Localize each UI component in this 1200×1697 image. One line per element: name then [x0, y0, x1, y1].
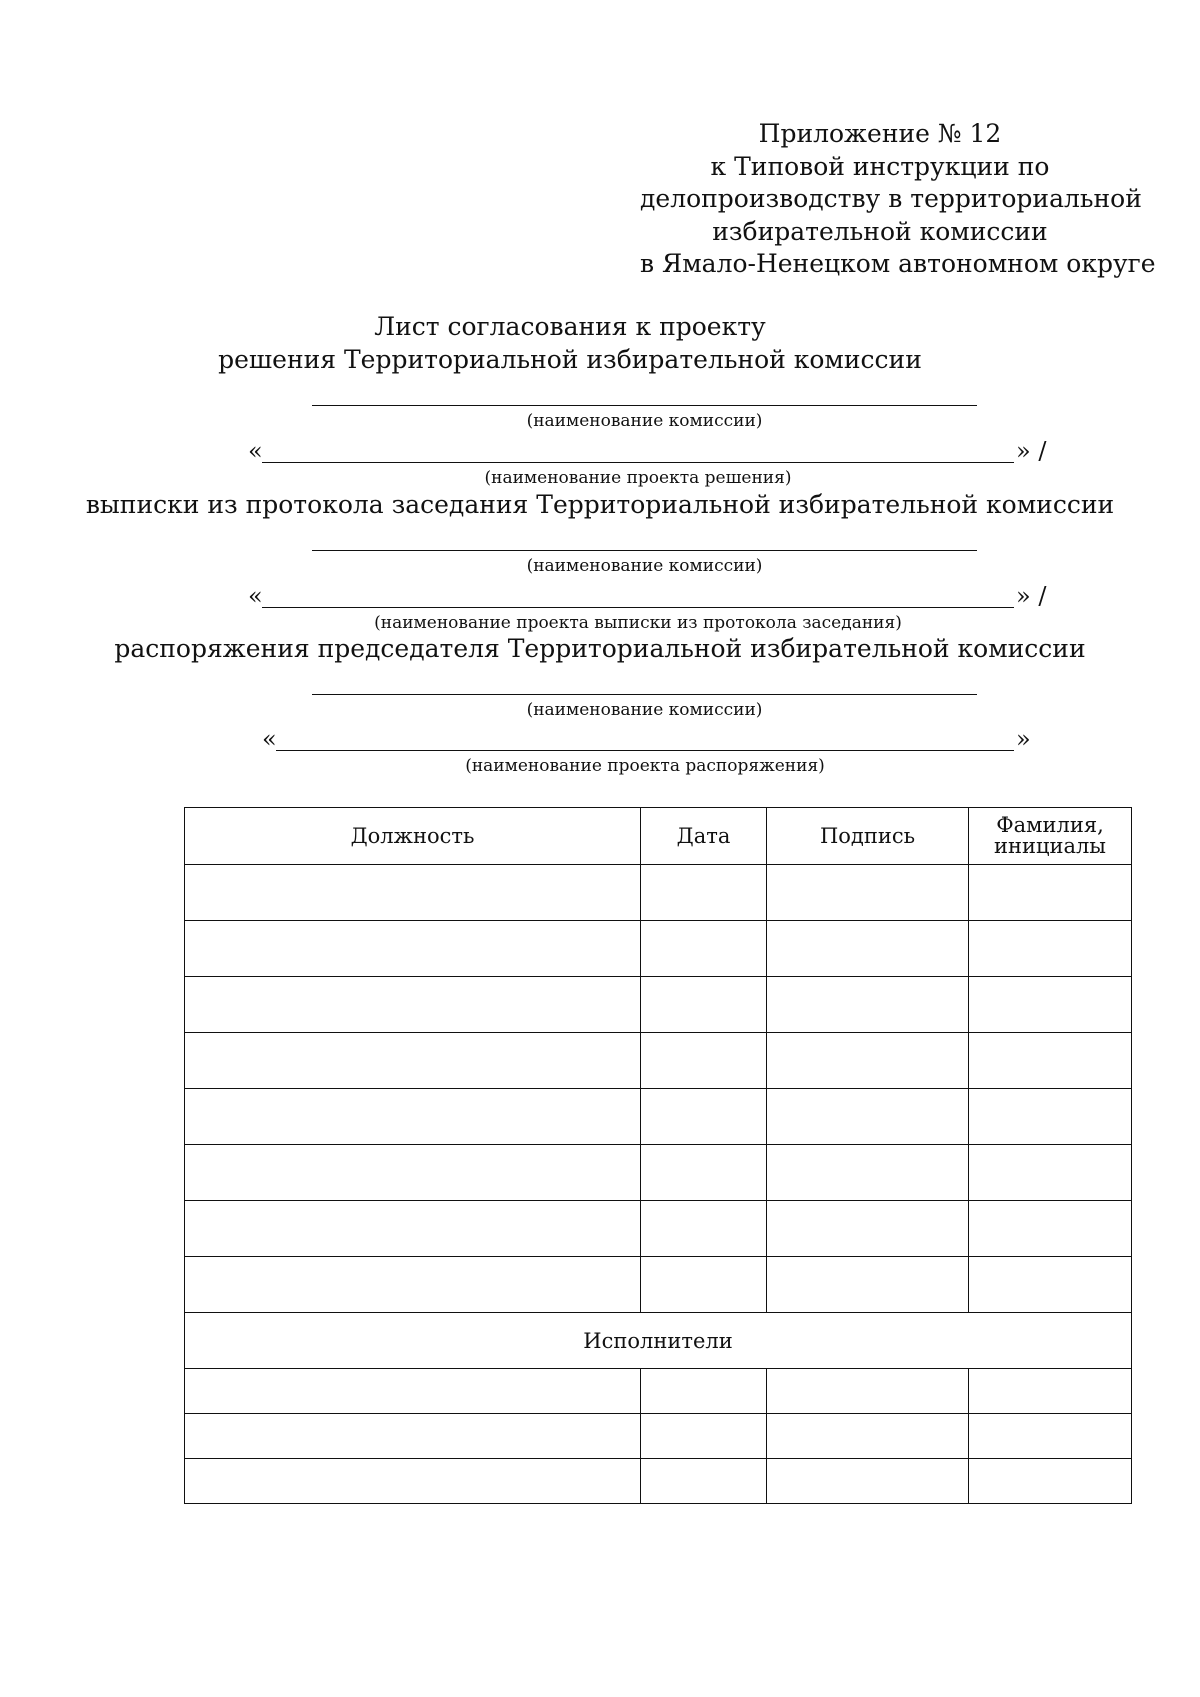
signature-cell[interactable] [767, 1145, 969, 1201]
position-cell[interactable] [185, 1369, 641, 1414]
close-quote-2: » / [1016, 582, 1047, 610]
commission-name-blank-1[interactable] [312, 405, 977, 406]
date-cell[interactable] [641, 921, 767, 977]
position-cell[interactable] [185, 921, 641, 977]
date-cell[interactable] [641, 1201, 767, 1257]
date-cell[interactable] [641, 1145, 767, 1201]
name-cell[interactable] [969, 1369, 1132, 1414]
date-cell[interactable] [641, 865, 767, 921]
table-header-row [185, 808, 1132, 865]
column-header-position: Должность [185, 808, 641, 865]
signature-cell[interactable] [767, 1089, 969, 1145]
protocol-extract-blank[interactable] [262, 607, 1014, 608]
close-quote-3: » [1016, 725, 1031, 753]
appendix-line: к Типовой инструкции по [710, 151, 1050, 181]
signature-cell[interactable] [767, 865, 969, 921]
date-cell[interactable] [641, 1089, 767, 1145]
date-cell[interactable] [641, 1414, 767, 1459]
signature-cell[interactable] [767, 1459, 969, 1504]
date-cell[interactable] [641, 1033, 767, 1089]
name-cell[interactable] [969, 1201, 1132, 1257]
name-cell[interactable] [969, 1414, 1132, 1459]
name-cell[interactable] [969, 1033, 1132, 1089]
appendix-line: в Ямало-Ненецком автономном округе [640, 249, 1156, 278]
appendix-line: избирательной комиссии [712, 216, 1048, 246]
table-row [185, 1089, 1132, 1145]
name-cell[interactable] [969, 1459, 1132, 1504]
executors-section-row [185, 1313, 1132, 1369]
table-row [185, 1257, 1132, 1313]
commission-name-blank-3[interactable] [312, 694, 977, 695]
name-cell[interactable] [969, 1257, 1132, 1313]
signature-cell[interactable] [767, 1257, 969, 1313]
open-quote-1: « [248, 437, 263, 465]
appendix-number: Приложение № 12 [758, 119, 1002, 148]
appendix-line: делопроизводству в территориальной [640, 184, 1142, 213]
table-row [185, 1369, 1132, 1414]
table-row [185, 865, 1132, 921]
document-title [180, 310, 960, 376]
close-quote-1: » / [1016, 437, 1047, 465]
signature-cell[interactable] [767, 1369, 969, 1414]
column-header-date: Дата [641, 808, 767, 865]
appendix-header [640, 118, 1156, 281]
commission-name-caption-3: (наименование комиссии) [526, 700, 763, 720]
chairman-order-caption: (наименование проекта распоряжения) [465, 756, 825, 776]
title-line-2: решения Территориальной избирательной комиссии [218, 345, 922, 374]
signature-cell[interactable] [767, 977, 969, 1033]
date-cell[interactable] [641, 977, 767, 1033]
signature-cell[interactable] [767, 1033, 969, 1089]
open-quote-3: « [262, 725, 277, 753]
date-cell[interactable] [641, 1369, 767, 1414]
table-row [185, 1459, 1132, 1504]
signature-cell[interactable] [767, 1414, 969, 1459]
position-cell[interactable] [185, 977, 641, 1033]
position-cell[interactable] [185, 1033, 641, 1089]
commission-name-blank-2[interactable] [312, 550, 977, 551]
title-line-1: Лист согласования к проекту [374, 312, 766, 341]
commission-name-caption-2: (наименование комиссии) [526, 556, 763, 576]
protocol-extract-heading: выписки из протокола заседания Территориальной избирательной комиссии [85, 490, 1115, 519]
name-cell[interactable] [969, 977, 1132, 1033]
table-row [185, 921, 1132, 977]
name-cell[interactable] [969, 1145, 1132, 1201]
decision-project-blank[interactable] [262, 462, 1014, 463]
position-cell[interactable] [185, 1414, 641, 1459]
position-cell[interactable] [185, 1201, 641, 1257]
table-row [185, 1414, 1132, 1459]
chairman-order-blank[interactable] [276, 750, 1014, 751]
approval-table [184, 807, 1132, 1504]
signature-cell[interactable] [767, 1201, 969, 1257]
chairman-order-heading: распоряжения председателя Территориальной избирательной комиссии [114, 634, 1086, 663]
position-cell[interactable] [185, 865, 641, 921]
name-cell[interactable] [969, 1089, 1132, 1145]
executors-section-label: Исполнители [185, 1313, 1132, 1369]
position-cell[interactable] [185, 1145, 641, 1201]
decision-project-caption: (наименование проекта решения) [484, 468, 792, 488]
table-row [185, 1201, 1132, 1257]
position-cell[interactable] [185, 1089, 641, 1145]
column-header-name-line-1: Фамилия, [996, 813, 1104, 837]
date-cell[interactable] [641, 1257, 767, 1313]
table-row [185, 1145, 1132, 1201]
signature-cell[interactable] [767, 921, 969, 977]
protocol-extract-caption: (наименование проекта выписки из протокола заседания) [374, 613, 902, 633]
table-row [185, 977, 1132, 1033]
commission-name-caption-1: (наименование комиссии) [526, 411, 763, 431]
name-cell[interactable] [969, 921, 1132, 977]
table-row [185, 1033, 1132, 1089]
column-header-name [969, 808, 1132, 865]
position-cell[interactable] [185, 1459, 641, 1504]
open-quote-2: « [248, 582, 263, 610]
column-header-signature: Подпись [767, 808, 969, 865]
name-cell[interactable] [969, 865, 1132, 921]
date-cell[interactable] [641, 1459, 767, 1504]
position-cell[interactable] [185, 1257, 641, 1313]
column-header-name-line-2: инициалы [993, 834, 1107, 858]
